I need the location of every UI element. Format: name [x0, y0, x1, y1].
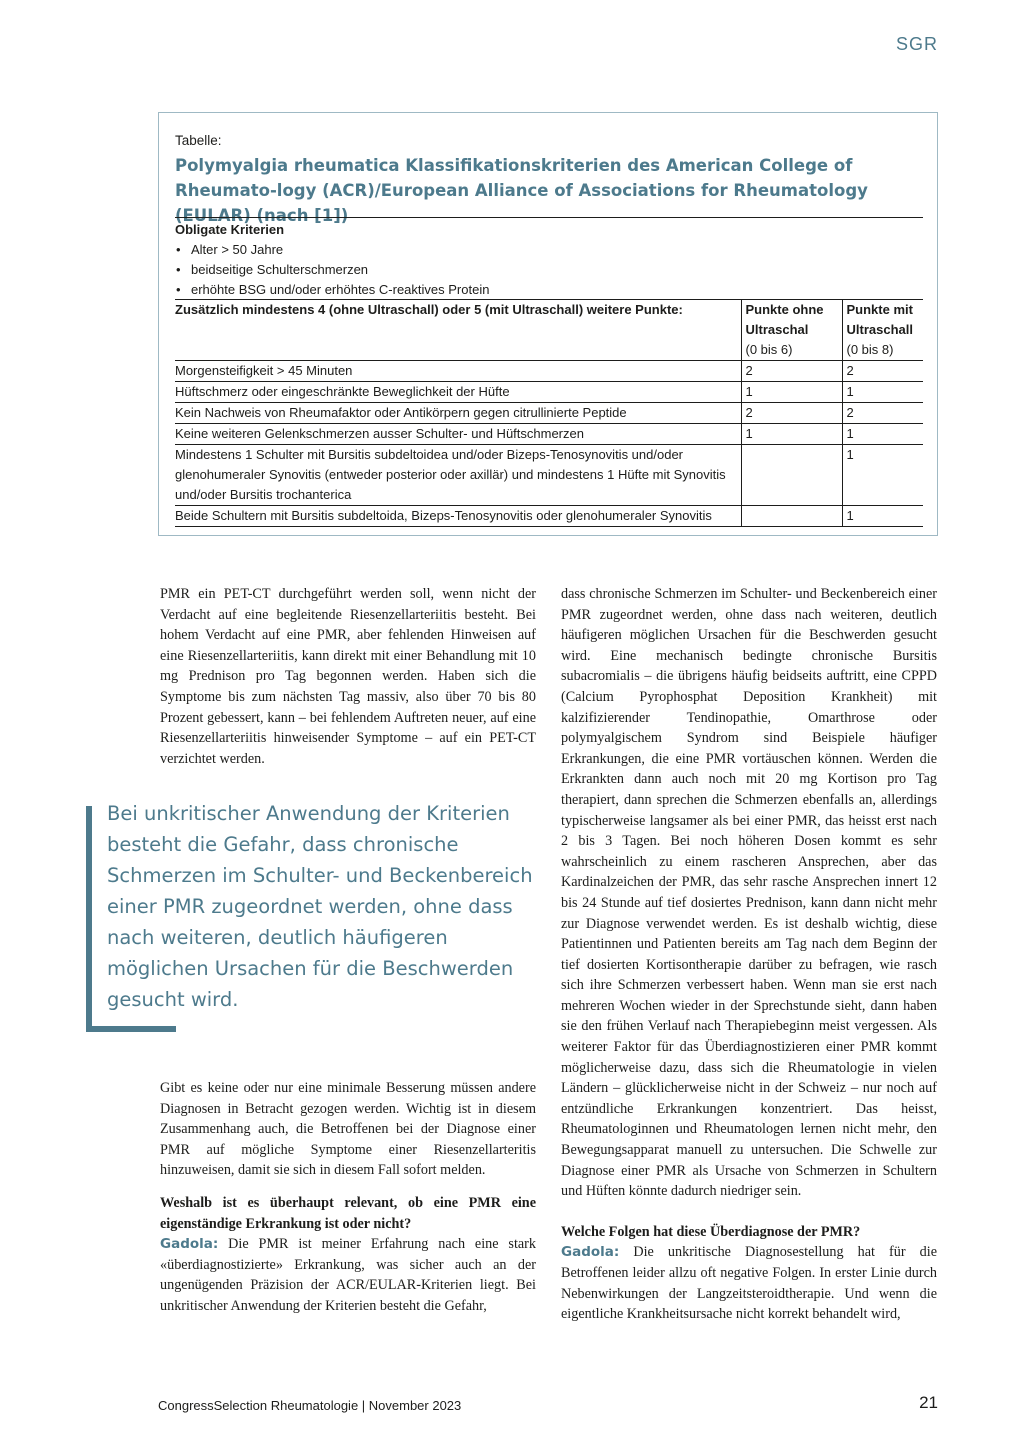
table-row — [175, 506, 923, 527]
footer-publication: CongressSelection Rheumatologie | November 2023 — [158, 1398, 462, 1413]
table-row — [175, 424, 923, 445]
points-with-cell: 2 — [842, 403, 923, 424]
speaker-label: Gadola: — [561, 1244, 620, 1261]
interview-answer: Gadola: Die PMR ist meiner Erfahrung nach eine stark «überdiagnostizierte» Erkrankung, was sicher auch an der ungenügenden Präzision der ACR/EULAR-Kriterien liegt. Bei unkritischer Anwendung der Kriterien besteht die Gefahr, — [160, 1236, 537, 1314]
table-row — [175, 403, 923, 424]
criterion-cell: Hüftschmerz oder eingeschränkte Beweglichkeit der Hüfte — [175, 382, 741, 403]
pull-quote-bar — [86, 806, 92, 1032]
criteria-table — [175, 299, 923, 527]
obligate-item: • erhöhte BSG und/oder erhöhtes C-reaktives Protein — [175, 280, 923, 300]
criterion-cell: Keine weiteren Gelenkschmerzen ausser Schulter- und Hüftschmerzen — [175, 424, 741, 445]
obligate-list — [175, 240, 923, 300]
criterion-cell: Beide Schultern mit Bursitis subdeltoida, Bizeps-Tenosynovitis oder glenohumeraler Synovitis — [175, 506, 741, 527]
points-with-cell: 1 — [842, 382, 923, 403]
points-without-cell: 1 — [741, 424, 842, 445]
header-without-ultrasound: Punkte ohne Ultraschal (0 bis 6) — [741, 300, 842, 361]
speaker-label: Gadola: — [160, 1236, 219, 1253]
left-column-bottom — [160, 1078, 536, 1317]
page-number: 21 — [919, 1393, 938, 1412]
criterion-cell: Kein Nachweis von Rheumafaktor oder Antikörpern gegen citrullinierte Peptide — [175, 403, 741, 424]
obligate-heading: Obligate Kriterien — [175, 222, 285, 237]
obligate-item: • Alter > 50 Jahre — [175, 240, 923, 260]
table-label: Tabelle: — [175, 133, 222, 148]
points-without-cell: 2 — [741, 403, 842, 424]
points-with-cell: 1 — [842, 424, 923, 445]
section-tag: SGR — [895, 34, 938, 54]
body-paragraph: dass chronische Schmerzen im Schulter- und Beckenbereich einer PMR zugeordnet werden, ohne dass nach weiteren, deutlich häufigeren möglichen Ursachen für die Beschwerden gesucht wird. Eine mechanisch bedingte chronische Bursitis subacromialis – die übrigens häufig beidseits auftritt, eine CPPD (Calcium Pyrophosphat Deposition Krankheit) mit kalzifizierender Tendinopathie, Omarthrose oder polymyalgischem Syndrom sind Beispiele häufiger Erkrankungen, die eine PMR vortäuschen können. Werden die Erkrankten dann auch noch mit 20 mg Kortison pro Tag therapiert, dann sprechen die Schmerzen ebenfalls an, allerdings typischerweise langsamer als bei einer PMR, das heisst erst nach 2 bis 3 Tagen. Bei noch höheren Dosen kommt es sehr wahrscheinlich zu einem rascheren Ansprechen, aber das Kardinalzeichen der PMR, das sehr rasche Ansprechen innert 12 bis 24 Stunde auf tief dosiertes Prednison, kann dann nicht mehr zur Diagnose verwendet werden. Es ist deshalb wichtig, diese Patientinnen und Patienten bereits am Tag nach dem Beginn der tief dosierten Kortisontherapie darüber zu befragen, wie rasch sich ihre Schmerzen verbessert haben. Wenn man sie erst nach mehreren Wochen wieder in der Sprechstunde sieht, dann haben sie den frühen Verlauf nach Therapiebeginn meist vergessen. Als weiterer Faktor für das Überdiagnostizieren einer PMR kommt möglicherweise dazu, dass sich die Rheumatologie in vielen Ländern – glücklicherweise nicht in der Schweiz – nur noch auf entzündliche Erkrankungen konzentriert. Das heisst, Rheumatologinnen und Rheumatologen lernen nicht mehr, den Bewegungsapparat manuell zu untersuchen. Die Schwelle zur Diagnose einer PMR als Ursache von Schmerzen in Schultern und Hüften könnte dadurch niedriger sein. — [561, 586, 937, 1200]
points-with-cell: 1 — [842, 506, 923, 527]
criterion-cell: Mindestens 1 Schulter mit Bursitis subdeltoidea und/oder Bizeps-Tenosynovitis und/oder glenohumeraler Synovitis (entweder posterior oder axillär) und mindestens 1 Hüfte mit Synovitis und/oder Bursitis trochanterica — [175, 445, 741, 506]
points-without-cell: 1 — [741, 382, 842, 403]
points-with-cell: 1 — [842, 445, 923, 506]
interview-answer: Gadola: Die unkritische Diagnosestellung hat für die Betroffenen leider allzu oft negative Folgen. In erster Linie durch Nebenwirkungen der Langzeitsteroidtherapie. Und wenn die eigentliche Krankheitsursache nicht korrekt behandelt wird, — [561, 1244, 938, 1323]
table-header-row — [175, 300, 923, 361]
right-column — [561, 584, 937, 1325]
pull-quote-foot — [86, 1026, 176, 1032]
header-with-ultrasound: Punkte mit Ultraschall (0 bis 8) — [842, 300, 923, 361]
interview-question: Weshalb ist es überhaupt relevant, ob eine PMR eine eigenständige Erkrankung ist oder nicht? — [160, 1194, 536, 1232]
table-row — [175, 382, 923, 403]
table-row — [175, 445, 923, 506]
body-paragraph: PMR ein PET-CT durchgeführt werden soll, wenn nicht der Verdacht auf eine begleitende Riesenzellarteriitis besteht. Bei hohem Verdacht auf eine PMR, aber fehlenden Hinweisen auf eine Riesenzellarteriitis, kann direkt mit einer Behandlung mit 10 mg Prednison pro Tag begonnen werden. Haben sich die Symptome bis zum nächsten Tag massiv, also über 70 bis 80 Prozent gebessert, kann – bei fehlendem Auftreten neuer, auf eine Riesenzellarteriitis hinweisender Symptome – auf ein PET-CT verzichtet werden. — [160, 586, 536, 767]
table-rule — [175, 217, 923, 218]
criteria-table-box — [158, 112, 938, 536]
table-row — [175, 361, 923, 382]
pull-quote: Bei unkritischer Anwendung der Kriterien besteht die Gefahr, dass chronische Schmerzen im Schulter- und Beckenbereich einer PMR zugeordnet werden, ohne dass nach weiteren, deutlich häufigeren möglichen Ursachen für die Beschwerden gesucht wird. — [107, 802, 533, 1011]
interview-question: Welche Folgen hat diese Überdiagnose der PMR? — [561, 1223, 861, 1240]
points-without-cell — [741, 445, 842, 506]
left-column-top — [160, 584, 536, 769]
obligate-item: • beidseitige Schulterschmerzen — [175, 260, 923, 280]
criterion-cell: Morgensteifigkeit > 45 Minuten — [175, 361, 741, 382]
obligate-criteria — [175, 220, 923, 300]
table-title: Polymyalgia rheumatica Klassifikationskriterien des American College of Rheumato-logy (ACR)/European Alliance of Associations for Rheumatology (EULAR) (nach [1]) — [175, 156, 868, 225]
body-paragraph: Gibt es keine oder nur eine minimale Besserung müssen andere Diagnosen in Betracht gezogen werden. Wichtig ist in diesem Zusammenhang auch, die Betroffenen bei der Diagnose einer PMR auf mögliche Symptome einer Riesenzellarteritis hinzuweisen, damit sie sich in diesem Fall sofort melden. — [160, 1080, 536, 1179]
points-with-cell: 2 — [842, 361, 923, 382]
points-without-cell: 2 — [741, 361, 842, 382]
header-criteria: Zusätzlich mindestens 4 (ohne Ultraschall) oder 5 (mit Ultraschall) weitere Punkte: — [175, 300, 741, 361]
points-without-cell — [741, 506, 842, 527]
